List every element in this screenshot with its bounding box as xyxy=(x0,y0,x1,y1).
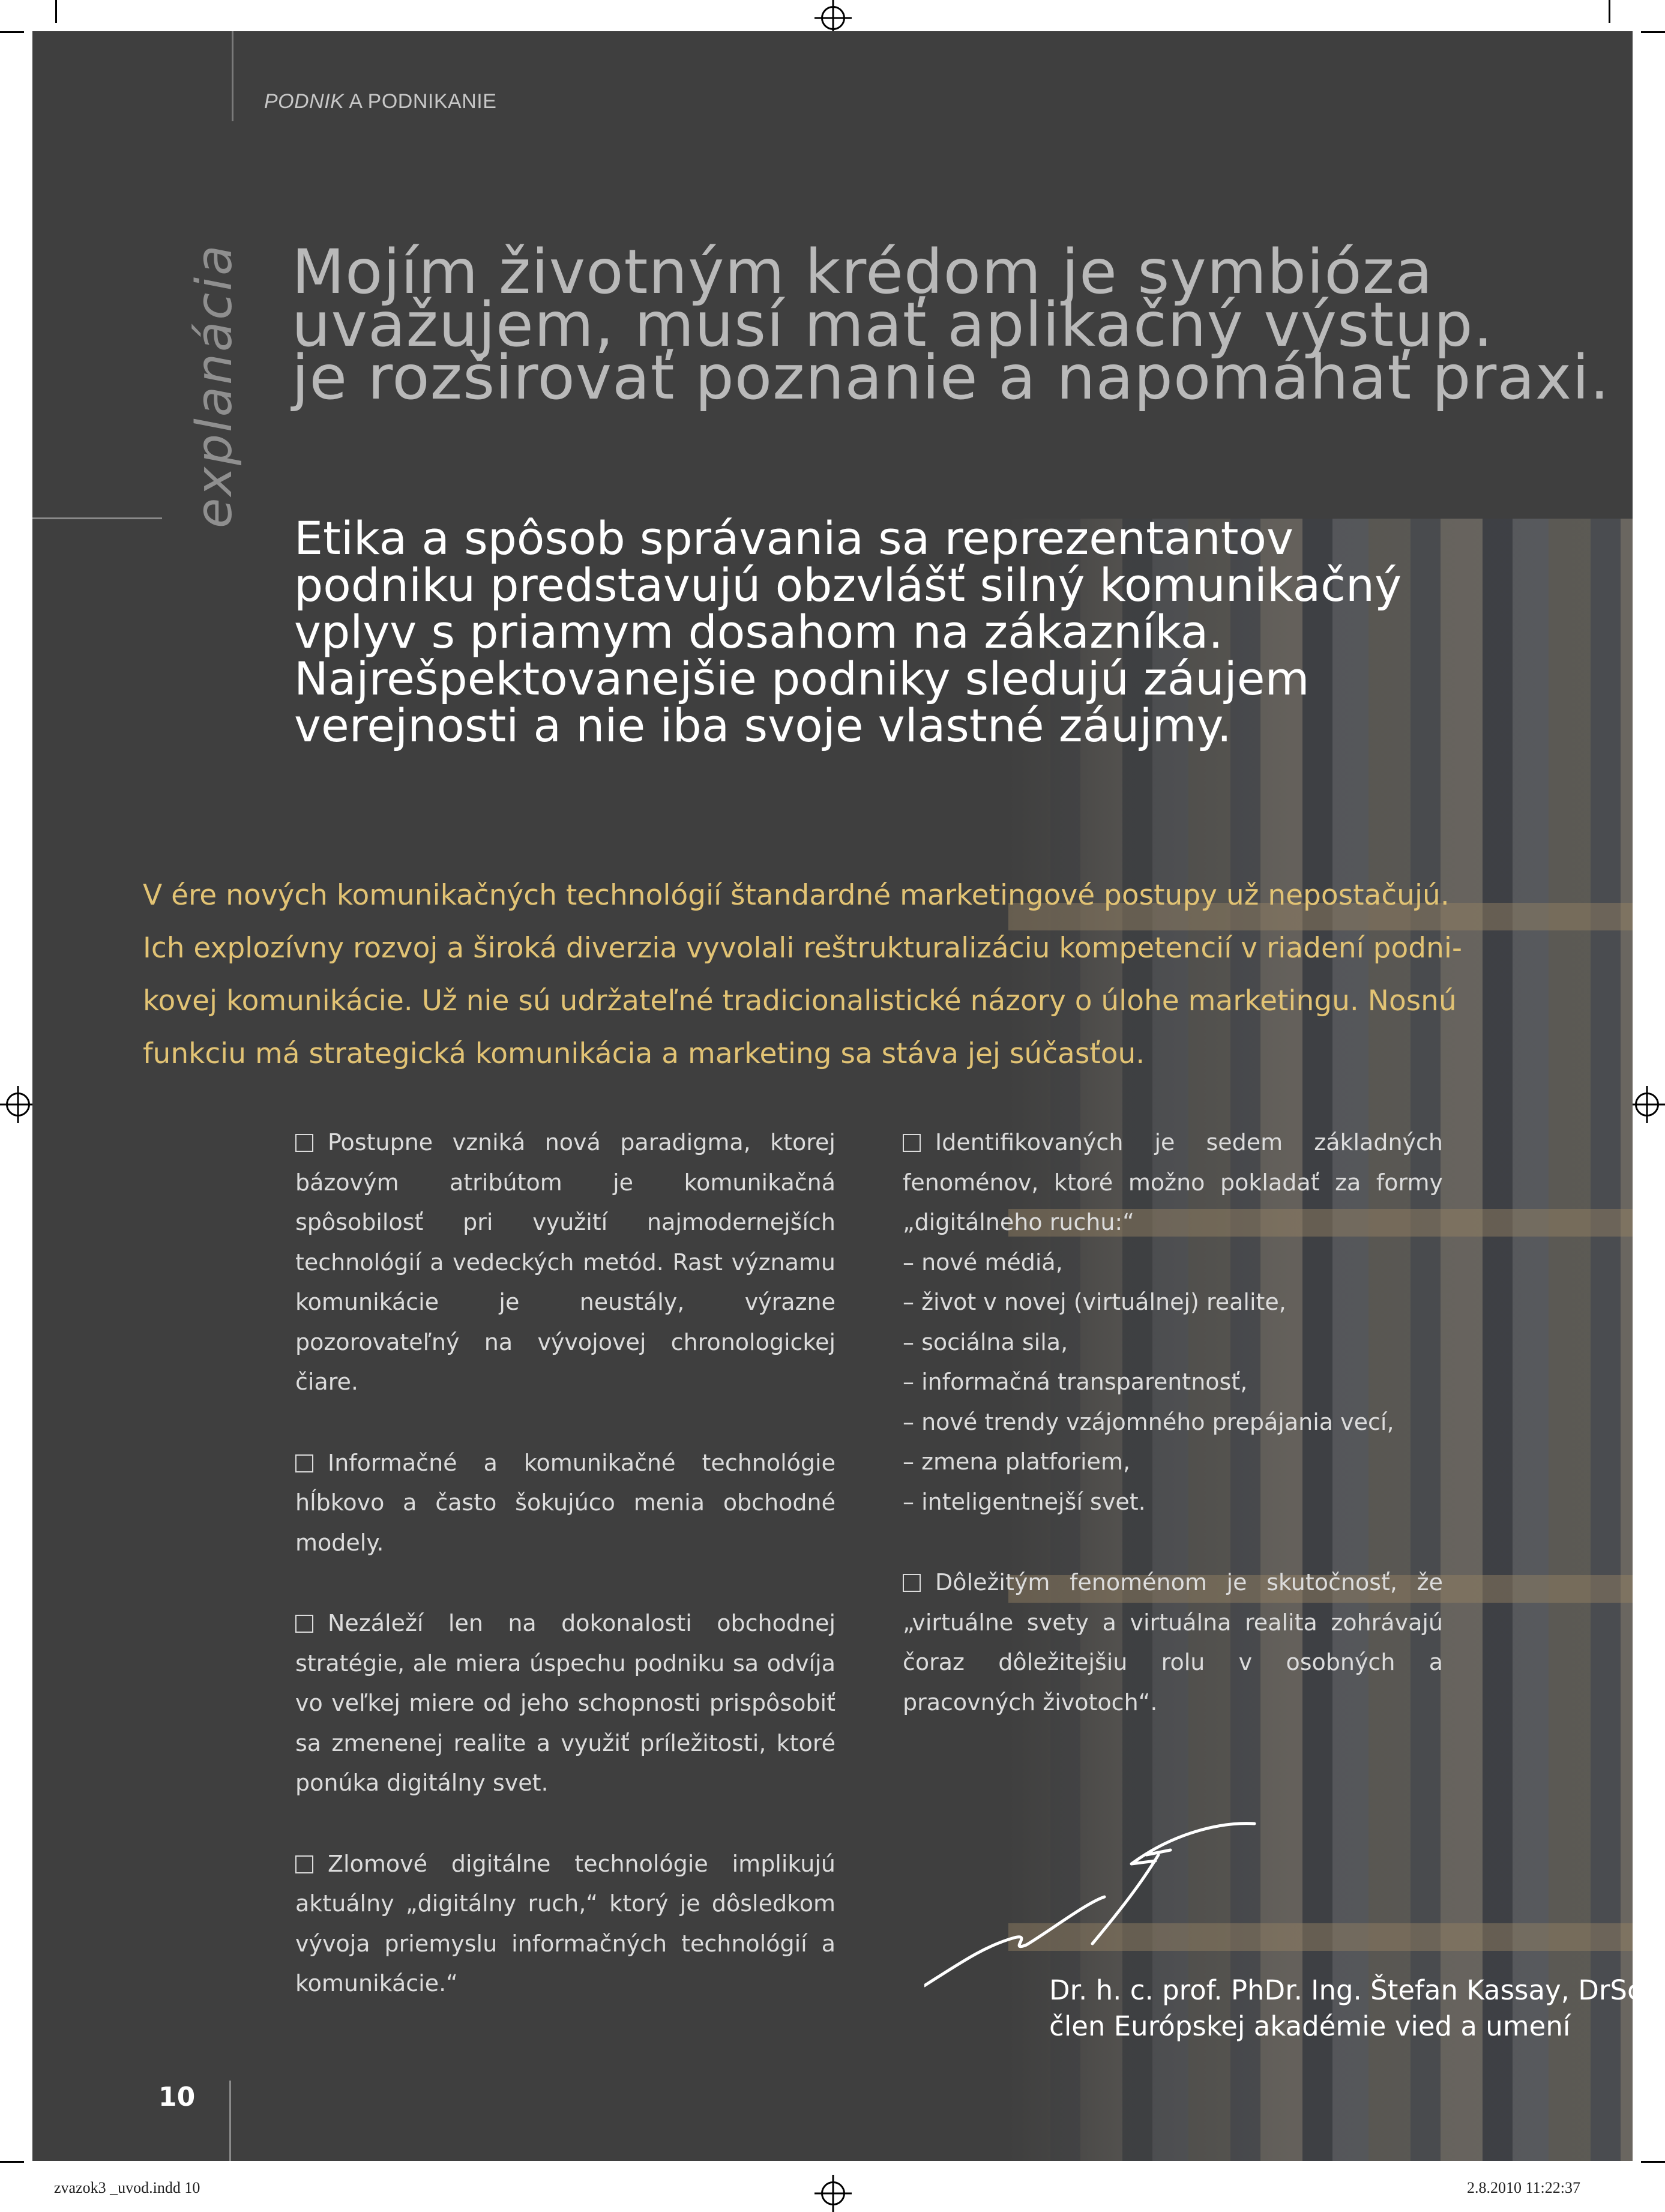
pull-quote xyxy=(292,237,1610,414)
section-label: PODNIK A PODNIKANIE xyxy=(264,90,497,113)
phenomena-list xyxy=(903,1243,1443,1522)
quote-line: uvažujem, musí mať aplikačný výstup. xyxy=(292,289,1494,361)
list-item: – život v novej (virtuálnej) realite, xyxy=(903,1289,1286,1315)
square-bullet-icon xyxy=(295,1454,313,1472)
page-number: 10 xyxy=(158,2082,196,2112)
square-bullet-icon xyxy=(295,1855,313,1873)
file-slug: zvazok3 _uvod.indd 10 xyxy=(54,2179,200,2196)
side-divider xyxy=(32,517,162,519)
intro-line: funkciu má strategická komunikácia a marketing sa stáva jej súčasťou. xyxy=(143,1037,1145,1070)
side-label: explanácia xyxy=(186,243,243,528)
quote-line: Mojím životným krédom je symbióza xyxy=(292,237,1433,308)
list-item: – nové médiá, xyxy=(903,1249,1063,1276)
square-bullet-icon xyxy=(903,1134,921,1152)
lead-paragraph xyxy=(294,511,1555,752)
right-column xyxy=(903,1123,1443,1763)
folio-divider xyxy=(229,2081,231,2161)
lead-line: Etika a spôsob správania sa reprezentantov xyxy=(294,511,1293,565)
crop-mark xyxy=(1641,2161,1665,2163)
crop-mark xyxy=(1609,0,1610,23)
paragraph: Dôležitým fenoménom je skutočnosť, že „virtuálne svety a virtuálna realita zohrávajú čoraz dôležitejšiu rolu v osobných a pracovných životoch“. xyxy=(903,1569,1443,1716)
handwritten-signature xyxy=(924,1813,1260,1993)
paragraph: Identifikovaných je sedem základných fenoménov, ktoré možno pokladať za formy „digitálneho ruchu:“ xyxy=(903,1129,1443,1235)
list-item: – zmena platforiem, xyxy=(903,1448,1131,1475)
paragraph: Zlomové digitálne technológie implikujú aktuálny „digitálny ruch,“ ktorý je dôsledkom vývoja priemyslu informačných technológií a komunikácie.“ xyxy=(295,1850,836,1997)
paragraph: Postupne vzniká nová paradigma, ktorej bázovým atribútom je komunikačná spôsobilosť pri využití najmodernejších technológií a vedeckých metód. Rast významu komunikácie je neustály, výrazne pozorovateľný na vývojovej chronologickej čiare. xyxy=(295,1129,836,1395)
author-name: Dr. h. c. prof. PhDr. Ing. Štefan Kassay, DrSc. xyxy=(1049,1974,1651,2006)
intro-line: Ich explozívny rozvoj a široká diverzia vyvolali reštrukturalizáciu kompetencií v riadení podni- xyxy=(143,932,1462,965)
author-credit xyxy=(1049,1972,1651,2045)
registration-mark-icon xyxy=(6,1092,30,1117)
registration-mark-icon xyxy=(821,6,845,30)
list-item: – nové trendy vzájomného prepájania vecí, xyxy=(903,1408,1394,1435)
registration-mark-icon xyxy=(821,2181,845,2205)
lead-line: verejnosti a nie iba svoje vlastné záujmy. xyxy=(294,699,1232,752)
author-role: člen Európskej akadémie vied a umení xyxy=(1049,2010,1571,2042)
lead-line: Najrešpektovanejšie podniky sledujú záujem xyxy=(294,652,1310,705)
crop-mark xyxy=(55,0,57,23)
lead-line: podniku predstavujú obzvlášť silný komunikačný xyxy=(294,558,1402,612)
quote-line: je rozširovať poznanie a napomáhať praxi. xyxy=(292,342,1610,414)
registration-mark-icon xyxy=(1635,1092,1659,1117)
square-bullet-icon xyxy=(903,1574,921,1592)
list-item: – inteligentnejší svet. xyxy=(903,1488,1146,1515)
paragraph: Informačné a komunikačné technológie hĺbkovo a často šokujúco menia obchodné modely. xyxy=(295,1449,836,1556)
intro-paragraph xyxy=(143,869,1523,1080)
left-column xyxy=(295,1123,836,2045)
intro-line: V ére nových komunikačných technológií štandardné marketingové postupy už nepostačujú. xyxy=(143,879,1450,912)
date-slug: 2.8.2010 11:22:37 xyxy=(1467,2179,1580,2196)
square-bullet-icon xyxy=(295,1615,313,1633)
header-divider xyxy=(232,31,233,121)
lead-line: vplyv s priamym dosahom na zákazníka. xyxy=(294,605,1223,658)
list-item: – informačná transparentnosť, xyxy=(903,1369,1248,1395)
crop-mark xyxy=(0,2161,24,2163)
list-item: – sociálna sila, xyxy=(903,1328,1068,1355)
paragraph: Nezáleží len na dokonalosti obchodnej stratégie, ale miera úspechu podniku sa odvíja vo veľkej miere od jeho schopnosti prispôsobiť sa zmenenej realite a využiť príležitosti, ktoré ponúka digitálny svet. xyxy=(295,1610,836,1796)
crop-mark xyxy=(0,31,24,33)
intro-line: kovej komunikácie. Už nie sú udržateľné tradicionalistické názory o úlohe marketingu. Nosnú xyxy=(143,984,1457,1017)
square-bullet-icon xyxy=(295,1134,313,1152)
crop-mark xyxy=(1641,31,1665,33)
